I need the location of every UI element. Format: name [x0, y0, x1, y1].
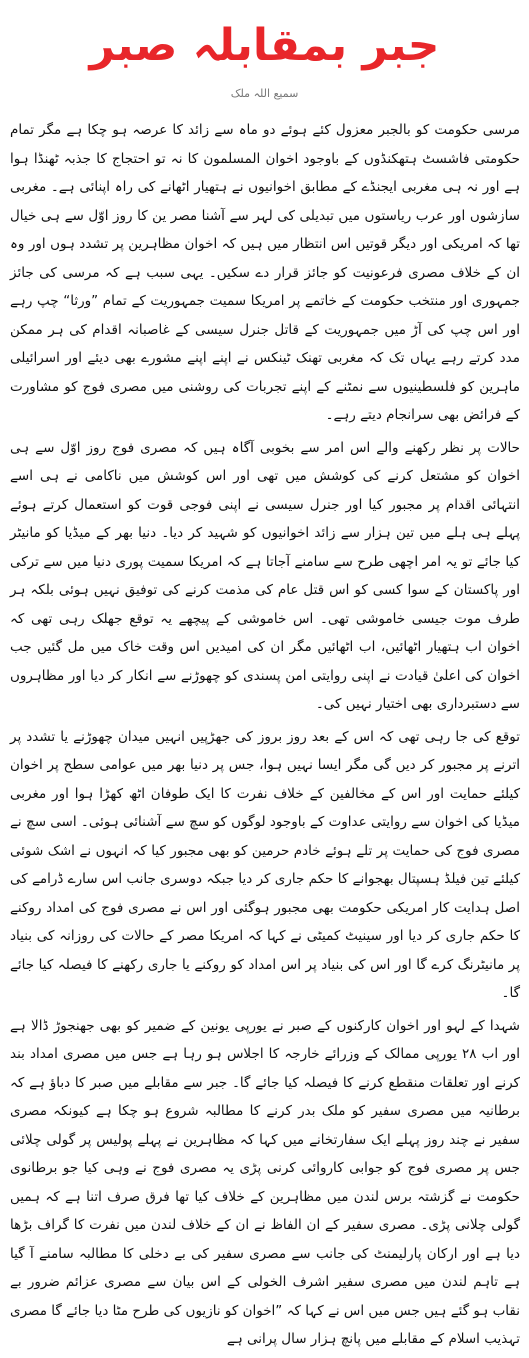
article-paragraph: توقع کی جا رہی تھی کہ اس کے بعد روز بروز کی جھڑپیں انہیں میدان چھوڑنے یا تشدد پر اترنے پر مجبور کر دیں گی مگر ایسا نہیں ہوا، جس پر دنیا بھر میں عوامی سطح پر اخوان کیلئے حمایت اور اس کے مخالفین کے خلاف نفرت کا ایک طوفان اٹھ کھڑا ہوا اور مغربی میڈیا کی اخوان سے روایتی عداوت کے باوجود لوگوں کو سچ سے آشنائی ہوئی۔ اسی سچ نے مصری فوج کی حمایت پر تلے ہوئے خادم حرمین کو بھی مجبور کیا کہ انہوں نے اشک شوئی کیلئے تین فیلڈ ہسپتال بھجوانے کا حکم جاری کر دیا جبکہ دوسری جانب اس سارے ڈرامے کی اصل ہدایت کار امریکی حکومت بھی مجبور ہوگئی اور اس نے مصری فوج کی امداد روکنے کا حکم جاری کر دیا اور سینیٹ کمیٹی نے کہا کہ امریکا مصر کے حالات کی روزانہ کی بنیاد پر مانیٹرنگ کرے گا اور اس کی بنیاد پر اس امداد کو روکنے یا جاری رکھنے کا فیصلہ کیا جائے گا۔	[10, 728, 520, 1001]
article-paragraph: مرسی حکومت کو بالجبر معزول کئے ہوئے دو ماہ سے زائد کا عرصہ ہو چکا ہے مگر تمام حکومتی فاشسٹ ہتھکنڈوں کے باوجود اخوان المسلمون کا نہ تو احتجاج کا جذبہ ٹھنڈا ہوا ہے اور نہ ہی مغربی ایجنڈے کے مطابق اخوانیوں نے ہتھیار اٹھانے کی راہ اپنائی ہے۔ مغربی سازشوں اور عرب ریاستوں میں تبدیلی کی لہر سے آشنا مصر ین کا روز اوّل سے ہی خیال تھا کہ امریکی اور دیگر قوتیں اس انتظار میں ہیں کہ اخوان مظاہرین پر تشدد ہوں اور وہ ان کے خلاف مصری فرعونیت کو جائز قرار دے سکیں۔ یہی سبب ہے کہ مرسی کی جائز جمہوری اور منتخب حکومت کے خاتمے پر امریکا سمیت جمہوریت کے تمام ”ورثا“ چپ رہے اور اس چپ کی آڑ میں جمہوریت کے قاتل جنرل سیسی کے غاصبانہ اقدام کی ہر ممکن مدد کرتے رہے یہاں تک کہ مغربی تھنک ٹینکس نے اپنے اپنے مشورے بھی دیئے اور اسرائیلی ماہرین کو فلسطینیوں سے نمٹنے کے اپنے تجربات کی روشنی میں مصری فوج کو مشاورت کے فرائض بھی سرانجام دیتے رہے۔	[10, 122, 520, 423]
author-byline: سمیع اللہ ملک	[230, 87, 299, 100]
article-title: جبر بمقابلہ صبر	[89, 20, 440, 71]
article-paragraph: حالات پر نظر رکھنے والے اس امر سے بخوبی آگاہ ہیں کہ مصری فوج روز اوّل سے ہی اخوان کو مشتعل کرنے کی کوشش میں تھی اور اس کوشش میں ناکامی نے ہی اسے انتہائی اقدام پر مجبور کیا اور جنرل سیسی نے اپنی فوجی قوت کو استعمال کرتے ہوئے پہلے ہی ہلے میں تین ہزار سے زائد اخوانیوں کو شہید کر دیا۔ دنیا بھر کے میڈیا کو مانیٹر کیا جائے تو یہ امر اچھی طرح سے سامنے آجاتا ہے کہ امریکا سمیت پوری دنیا میں سے ترکی اور پاکستان کے سوا کسی کو اس قتل عام کی مذمت کرنے کی توفیق نہیں ہوئی بلکہ ہر طرف موت جیسی خاموشی تھی۔ اس خاموشی کے پیچھے یہ توقع جھلک رہی تھی کہ اخوان اب ہتھیار اٹھائیں، اب اٹھائیں مگر ان کی امیدیں اس وقت خاک میں مل گئیں جب اخوان کی اعلیٰ قیادت نے اپنی روایتی امن پسندی کو چھوڑنے سے انکار کر دیا اور مظاہروں سے دستبرداری بھی اختیار نہیں کی۔	[10, 439, 520, 712]
article-paragraph: شہدا کے لہو اور اخوان کارکنوں کے صبر نے یورپی یونین کے ضمیر کو بھی جھنجوڑ ڈالا ہے اور اب ۲۸ یورپی ممالک کے وزرائے خارجہ کا اجلاس ہو رہا ہے جس میں مصری امداد بند کرنے اور تعلقات منقطع کرنے کا فیصلہ کیا جائے گا۔ جبر سے مقابلے میں صبر کا دباؤ ہے کہ برطانیہ میں مصری سفیر کو ملک بدر کرنے کا مطالبہ شروع ہو چکا ہے کیونکہ مصری سفیر نے چند روز پہلے ایک سفارتخانے میں کہا کہ مظاہرین نے پہلے پولیس پر گولی چلائی جس پر مصری فوج کو جوابی کاروائی کرنی پڑی یہ مصری فوج نے وہی کیا جو برطانوی حکومت نے گزشتہ برس لندن میں مظاہرین کے خلاف کیا تھا فرق صرف اتنا ہے کہ ہمیں گولی چلانی پڑی۔ مصری سفیر کے ان الفاظ نے ان کے خلاف لندن میں نفرت کا گراف بڑھا دیا ہے اور ارکان پارلیمنٹ کی جانب سے مصری سفیر کی بے دخلی کا مطالبہ سامنے آ گیا ہے تاہم لندن میں مصری سفیر اشرف الخولی کے اس بیان سے مصری عزائم ضرور بے نقاب ہو گئے ہیں جس میں اس نے کہا کہ ”اخوان کو نازیوں کی طرح مٹا دیا جائے گا مصری تہذیب اسلام کے مقابلے میں پانچ ہزار سال پرانی ہے	[10, 1017, 520, 1347]
article-body	[10, 116, 520, 1358]
